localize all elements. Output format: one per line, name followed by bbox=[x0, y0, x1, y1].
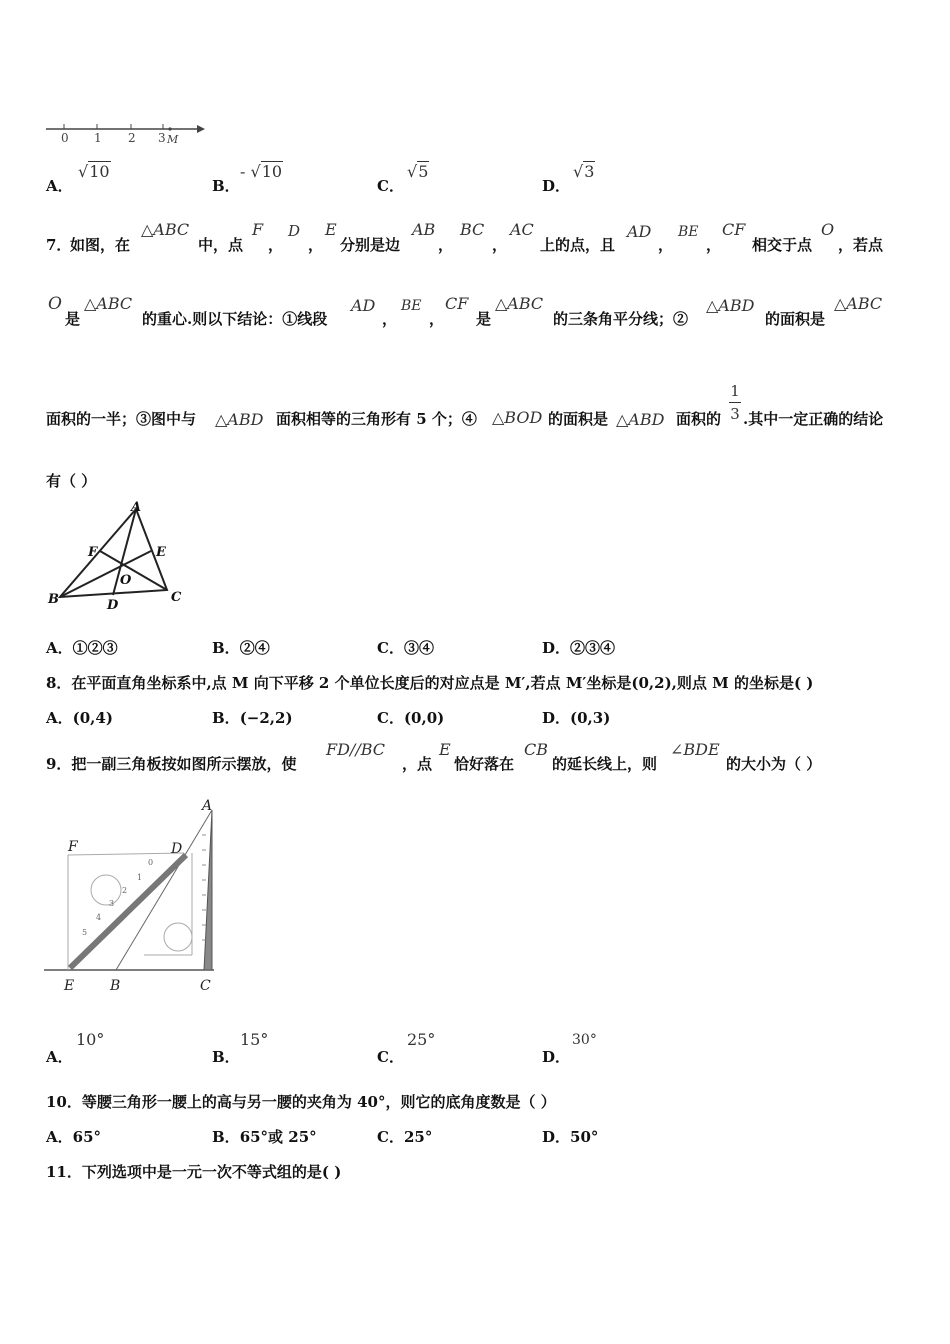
q6-option-a-letter: A． bbox=[46, 177, 73, 195]
q7-math: △ABD bbox=[215, 410, 264, 429]
q7-text: ， bbox=[706, 236, 722, 254]
q7-math: CF bbox=[722, 220, 746, 239]
q6-option-d[interactable] bbox=[542, 175, 570, 196]
q6-option-c-radicand: 5 bbox=[418, 162, 429, 181]
segment-fd bbox=[68, 853, 184, 855]
q7-option-c-text: ③④ bbox=[403, 639, 434, 657]
number-line-arrow bbox=[197, 125, 205, 133]
q7-option-a-text: ①②③ bbox=[72, 639, 118, 657]
q7-text: 相交于点 bbox=[752, 236, 813, 254]
q6-option-b-prefix: - bbox=[240, 162, 251, 181]
q7-math: O bbox=[48, 294, 62, 314]
q7-math: △ABC bbox=[834, 294, 883, 313]
q9-option-a-letter: A． bbox=[46, 1048, 73, 1066]
q7-math: △ABC bbox=[84, 294, 133, 313]
label-e: E bbox=[156, 545, 166, 560]
q8-option-a-text: (0,4) bbox=[72, 709, 113, 727]
q6-option-b-value: - √10 bbox=[240, 162, 283, 181]
q6-option-c-value: √5 bbox=[407, 162, 429, 181]
q10-option-b[interactable] bbox=[212, 1126, 317, 1147]
q7-text: 分别是边 bbox=[340, 236, 401, 254]
cutout-circle bbox=[164, 923, 192, 951]
label-c: C bbox=[200, 978, 211, 994]
q7-text: ， bbox=[308, 236, 324, 254]
q8-option-c[interactable] bbox=[377, 707, 444, 728]
q7-number: 7． bbox=[46, 236, 72, 254]
label-f: F bbox=[88, 545, 98, 560]
q8-option-c-letter: C． bbox=[377, 709, 404, 727]
q7-text: ， bbox=[268, 236, 284, 254]
q10-text: 10．等腰三角形一腰上的高与另一腰的夹角为 40°，则它的底角度数是（ ） bbox=[46, 1093, 556, 1111]
ruler-digit: 5 bbox=[82, 928, 88, 937]
q7-math: F bbox=[252, 220, 264, 239]
triangle-abc-edge bbox=[204, 810, 212, 970]
fraction-bar bbox=[729, 402, 741, 403]
q7-math: AD bbox=[351, 296, 376, 315]
q7-text: 是 bbox=[65, 310, 81, 328]
q6-option-c[interactable] bbox=[377, 175, 404, 196]
cutout-circle bbox=[91, 875, 121, 905]
ruler-digit: 2 bbox=[122, 886, 128, 895]
label-d: D bbox=[107, 598, 119, 612]
q7-option-c-letter: C． bbox=[377, 639, 404, 657]
q10-option-d-letter: D． bbox=[542, 1128, 571, 1146]
q9-option-b-letter: B． bbox=[212, 1048, 240, 1066]
label-a: A bbox=[202, 798, 213, 814]
q7-math: E bbox=[325, 220, 337, 239]
q7-math: AB bbox=[412, 220, 436, 239]
q9-text: 的大小为（ ） bbox=[726, 755, 822, 773]
q6-option-b[interactable] bbox=[212, 175, 240, 196]
q8-option-c-text: (0,0) bbox=[403, 709, 445, 727]
q8-option-b-letter: B． bbox=[212, 709, 240, 727]
q9-option-d[interactable] bbox=[542, 1046, 570, 1067]
fraction-denominator: 3 bbox=[730, 405, 740, 423]
q9-option-a[interactable] bbox=[46, 1046, 73, 1067]
q7-option-c[interactable] bbox=[377, 637, 434, 658]
q7-text: 如图，在 bbox=[70, 236, 131, 254]
number-line-figure bbox=[42, 118, 207, 148]
q6-option-d-letter: D． bbox=[542, 177, 571, 195]
q7-text: 的重心.则以下结论：①线段 bbox=[142, 310, 328, 328]
q7-text: 面积相等的三角形有 5 个；④ bbox=[276, 410, 477, 428]
q7-triangle-figure bbox=[44, 500, 194, 612]
segment-ab bbox=[116, 810, 212, 970]
q10-option-a-text: 65° bbox=[72, 1128, 102, 1146]
q7-option-d[interactable] bbox=[542, 637, 615, 658]
q7-math: BC bbox=[460, 220, 485, 239]
q7-text: ， bbox=[658, 236, 674, 254]
q7-text: ， bbox=[492, 236, 508, 254]
label-e: E bbox=[64, 978, 75, 994]
numberline-label-3: 3 bbox=[158, 131, 166, 145]
q8-option-a-letter: A． bbox=[46, 709, 73, 727]
q10-option-a-letter: A． bbox=[46, 1128, 73, 1146]
q7-text: 的三条角平分线；② bbox=[553, 310, 689, 328]
q7-option-a[interactable] bbox=[46, 637, 118, 658]
q9-math: ∠BDE bbox=[670, 740, 720, 759]
q6-option-c-letter: C． bbox=[377, 177, 404, 195]
q9-option-c-value: 25° bbox=[407, 1030, 436, 1049]
q9-option-b-value: 15° bbox=[240, 1030, 269, 1049]
label-a: A bbox=[131, 500, 142, 515]
point-m bbox=[168, 127, 171, 130]
q9-option-d-value: 30° bbox=[572, 1032, 597, 1048]
q6-option-a[interactable] bbox=[46, 175, 73, 196]
q10-option-b-text: 65°或 25° bbox=[239, 1128, 317, 1146]
q6-option-b-radicand: 10 bbox=[261, 162, 283, 181]
q10-option-c-text: 25° bbox=[403, 1128, 433, 1146]
triangle-abc bbox=[60, 509, 167, 597]
q9-option-a-value: 10° bbox=[76, 1030, 105, 1049]
q7-text: 的面积是 bbox=[765, 310, 826, 328]
q9-math: E bbox=[439, 740, 451, 759]
q7-text: 是 bbox=[476, 310, 492, 328]
q9-text: 的延长线上，则 bbox=[552, 755, 658, 773]
q9-math: CB bbox=[524, 740, 548, 759]
q8-option-d-text: (0,3) bbox=[570, 709, 611, 727]
q9-text: 恰好落在 bbox=[454, 755, 515, 773]
numberline-label-m: M bbox=[167, 133, 179, 146]
q7-math: △ABC bbox=[141, 220, 190, 239]
q6-option-b-letter: B． bbox=[212, 177, 240, 195]
label-o: O bbox=[120, 573, 132, 588]
q7-math: O bbox=[821, 220, 835, 239]
q7-text: 的面积是 bbox=[548, 410, 609, 428]
q9-option-d-letter: D． bbox=[542, 1048, 571, 1066]
q6-option-a-value: √10 bbox=[78, 162, 110, 181]
numberline-label-1: 1 bbox=[94, 131, 102, 145]
ruler-digit: 3 bbox=[109, 899, 115, 908]
q9-math: FD//BC bbox=[326, 740, 386, 759]
q7-fraction bbox=[729, 382, 741, 423]
q8-option-a[interactable] bbox=[46, 707, 113, 728]
q8-option-b-text: (−2,2) bbox=[239, 709, 293, 727]
q7-math: △BOD bbox=[492, 408, 543, 427]
q7-math: BE bbox=[678, 224, 699, 240]
q7-text: 面积的 bbox=[676, 410, 722, 428]
q7-text: ，若点 bbox=[838, 236, 884, 254]
q7-option-a-letter: A． bbox=[46, 639, 73, 657]
q7-math: AC bbox=[510, 220, 534, 239]
ruler-digit: 0 bbox=[148, 858, 154, 867]
q7-option-b-text: ②④ bbox=[239, 639, 270, 657]
q7-option-d-letter: D． bbox=[542, 639, 571, 657]
q10-option-b-letter: B． bbox=[212, 1128, 240, 1146]
q7-text: 面积的一半；③图中与 bbox=[46, 410, 197, 428]
q7-option-b-letter: B． bbox=[212, 639, 240, 657]
q10-option-a[interactable] bbox=[46, 1126, 101, 1147]
q8-text: 8．在平面直角坐标系中,点 M 向下平移 2 个单位长度后的对应点是 M′,若点 M′坐标是(0,2),则点 M 的坐标是( ) bbox=[46, 674, 814, 692]
q9-text: 9．把一副三角板按如图所示摆放，使 bbox=[46, 755, 297, 773]
q7-math: AD bbox=[627, 222, 652, 241]
q8-option-d[interactable] bbox=[542, 707, 610, 728]
ruler-digit: 1 bbox=[137, 873, 143, 882]
q9-set-squares-figure bbox=[44, 795, 224, 995]
q7-math: △ABD bbox=[706, 296, 755, 315]
q11-text: 11．下列选项中是一元一次不等式组的是( ) bbox=[46, 1163, 342, 1181]
segment-be bbox=[60, 551, 151, 597]
q7-text: .其中一定正确的结论 bbox=[743, 410, 884, 428]
label-f: F bbox=[68, 839, 78, 855]
q6-option-d-value: √3 bbox=[573, 162, 595, 181]
q9-option-b[interactable] bbox=[212, 1046, 240, 1067]
q7-line-4: 有（ ） bbox=[46, 472, 97, 490]
q10-option-d[interactable] bbox=[542, 1126, 598, 1147]
label-d: D bbox=[171, 841, 183, 857]
label-b: B bbox=[110, 978, 121, 994]
label-c: C bbox=[171, 590, 182, 605]
q10-option-c-letter: C． bbox=[377, 1128, 404, 1146]
q7-option-b[interactable] bbox=[212, 637, 270, 658]
fraction-numerator: 1 bbox=[730, 382, 740, 400]
ruler-digit: 4 bbox=[96, 913, 102, 922]
q7-text: ， bbox=[382, 310, 398, 328]
q8-option-b[interactable] bbox=[212, 707, 293, 728]
q10-option-d-text: 50° bbox=[570, 1128, 599, 1146]
q9-option-c[interactable] bbox=[377, 1046, 404, 1067]
q7-text: 中，点 bbox=[198, 236, 244, 254]
q7-text: 上的点，且 bbox=[540, 236, 616, 254]
q9-text: ，点 bbox=[402, 755, 433, 773]
q7-option-d-text: ②③④ bbox=[570, 639, 616, 657]
q6-option-a-radicand: 10 bbox=[89, 162, 110, 181]
q7-text: ， bbox=[429, 310, 445, 328]
q10-option-c[interactable] bbox=[377, 1126, 432, 1147]
numberline-label-2: 2 bbox=[128, 131, 136, 145]
q7-math: △ABD bbox=[616, 410, 665, 429]
q7-math: △ABC bbox=[495, 294, 544, 313]
q6-option-d-radicand: 3 bbox=[584, 162, 595, 181]
q9-option-c-letter: C． bbox=[377, 1048, 404, 1066]
q7-math: CF bbox=[445, 294, 469, 313]
q7-math: BE bbox=[401, 298, 422, 314]
q8-option-d-letter: D． bbox=[542, 709, 571, 727]
q7-math: D bbox=[288, 222, 301, 240]
label-b: B bbox=[48, 592, 59, 607]
segment-de bbox=[70, 855, 186, 968]
numberline-label-0: 0 bbox=[61, 131, 69, 145]
q7-text: ， bbox=[438, 236, 454, 254]
